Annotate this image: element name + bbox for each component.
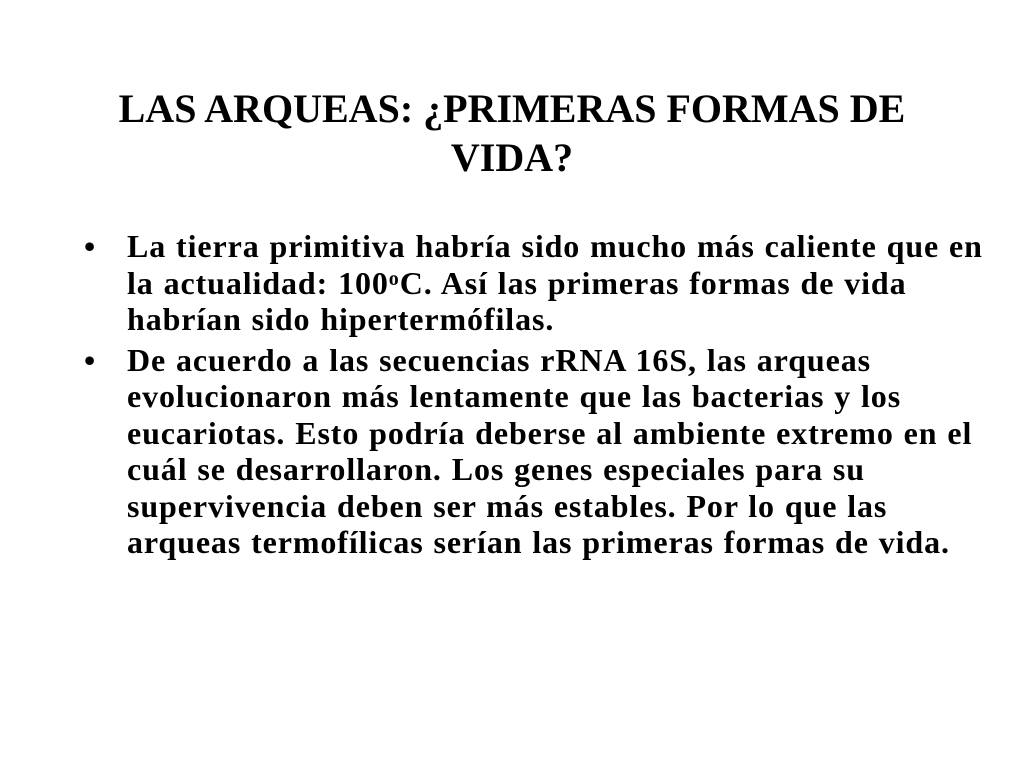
degree-superscript: o — [388, 267, 400, 290]
bullet-item — [0, 342, 1024, 561]
bullet-text — [127, 228, 987, 338]
bullet-text-part: C. Así las primeras formas de vida habrían sido hipertermófilas. — [127, 264, 907, 337]
bullet-text-part: La tierra primitiva habría sido mucho más caliente que en la actualidad: 100 — [127, 228, 983, 301]
bullet-item — [0, 228, 1024, 338]
bullet-text: De acuerdo a las secuencias rRNA 16S, las arqueas evolucionaron más lentamente que las bacterias y los eucariotas. Esto podría deberse al ambiente extremo en el cuál se desarrollaron. Los genes especiales para su supervivencia deben ser más estables. Por lo que las arqueas termofílicas serían las primeras formas de vida. — [127, 341, 973, 560]
bullet-icon: • — [84, 228, 96, 264]
slide-title: LAS ARQUEAS: ¿PRIMERAS FORMAS DE VIDA? — [118, 86, 906, 180]
bullet-icon: • — [84, 341, 96, 378]
bullet-list — [0, 228, 1024, 565]
